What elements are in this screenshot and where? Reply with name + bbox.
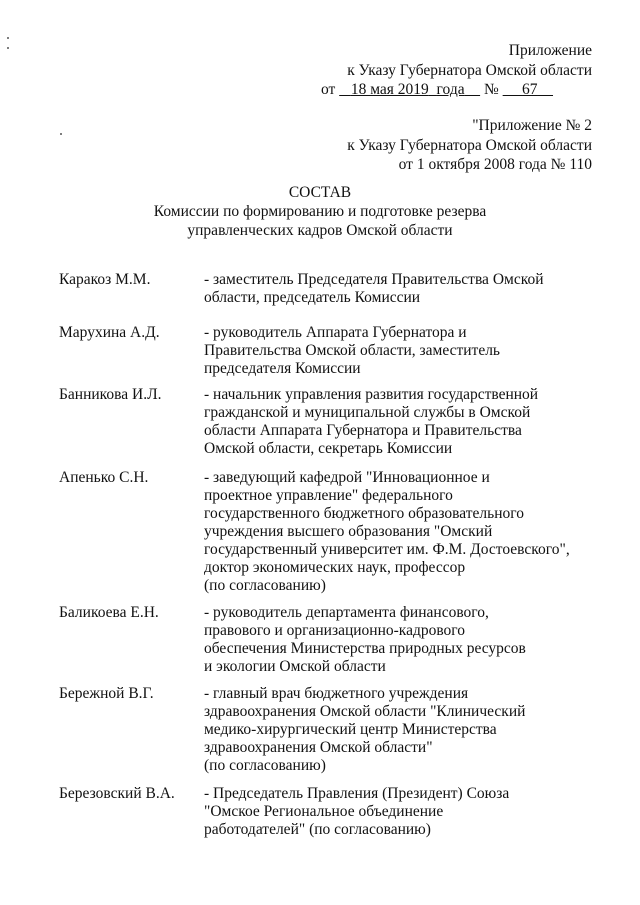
decree-number: 67: [522, 81, 538, 98]
document-title: СОСТАВ: [288, 184, 352, 201]
member-name: Березовский В.А.: [59, 785, 175, 802]
appendix-title: Приложение: [508, 42, 592, 59]
member-name: Апенько С.Н.: [59, 469, 149, 486]
document-subtitle-line2: управленческих кадров Омской области: [187, 222, 453, 239]
number-sign: №: [483, 81, 499, 98]
scan-speck: [60, 133, 62, 135]
previous-appendix-date: от 1 октября 2008 года № 110: [398, 156, 592, 173]
member-name: Бережной В.Г.: [59, 685, 154, 702]
member-role: - Председатель Правления (Президент) Союза "Омское Региональное объединение работодателей" (по согласованию): [204, 785, 510, 838]
date-prefix: от: [321, 81, 336, 98]
member-role: - заместитель Председателя Правительства Омской области, председатель Комиссии: [204, 271, 544, 306]
member-name: Каракоз М.М.: [59, 271, 151, 288]
member-role: - руководитель департамента финансового, правового и организационно-кадрового обеспечения Министерства природных ресурсов и экологии Омской области: [204, 604, 526, 675]
member-role: - начальник управления развития государственной гражданской и муниципальной службы в Омской области Аппарата Губернатора и Правительства Омской области, секретарь Комиссии: [204, 386, 539, 457]
decree-date: 18 мая 2019 года: [350, 81, 465, 98]
decree-date-line: [321, 81, 553, 99]
previous-appendix-title: "Приложение № 2: [472, 117, 592, 134]
scan-speck: [7, 37, 9, 39]
member-role: - руководитель Аппарата Губернатора и Правительства Омской области, заместитель председателя Комиссии: [204, 324, 501, 377]
document-subtitle-line1: Комиссии по формированию и подготовке резерва: [153, 203, 487, 220]
previous-appendix-reference: к Указу Губернатора Омской области: [347, 137, 592, 154]
member-role: - главный врач бюджетного учреждения здравоохранения Омской области "Клинический медико-хирургический центр Министерства здравоохранения Омской области" (по согласованию): [204, 685, 526, 774]
member-name: Баликоева Е.Н.: [59, 604, 159, 621]
appendix-reference: к Указу Губернатора Омской области: [347, 62, 592, 79]
member-name: Банникова И.Л.: [59, 386, 162, 403]
member-role: - заведующий кафедрой "Инновационное и проектное управление" федерального государственного бюджетного образовательного учреждения высшего образования "Омский государственный университет им. Ф.М. Достоевского", доктор экономических наук, профессор (по согласованию): [204, 469, 570, 594]
scan-speck: [7, 47, 9, 49]
member-name: Марухина А.Д.: [59, 324, 160, 341]
